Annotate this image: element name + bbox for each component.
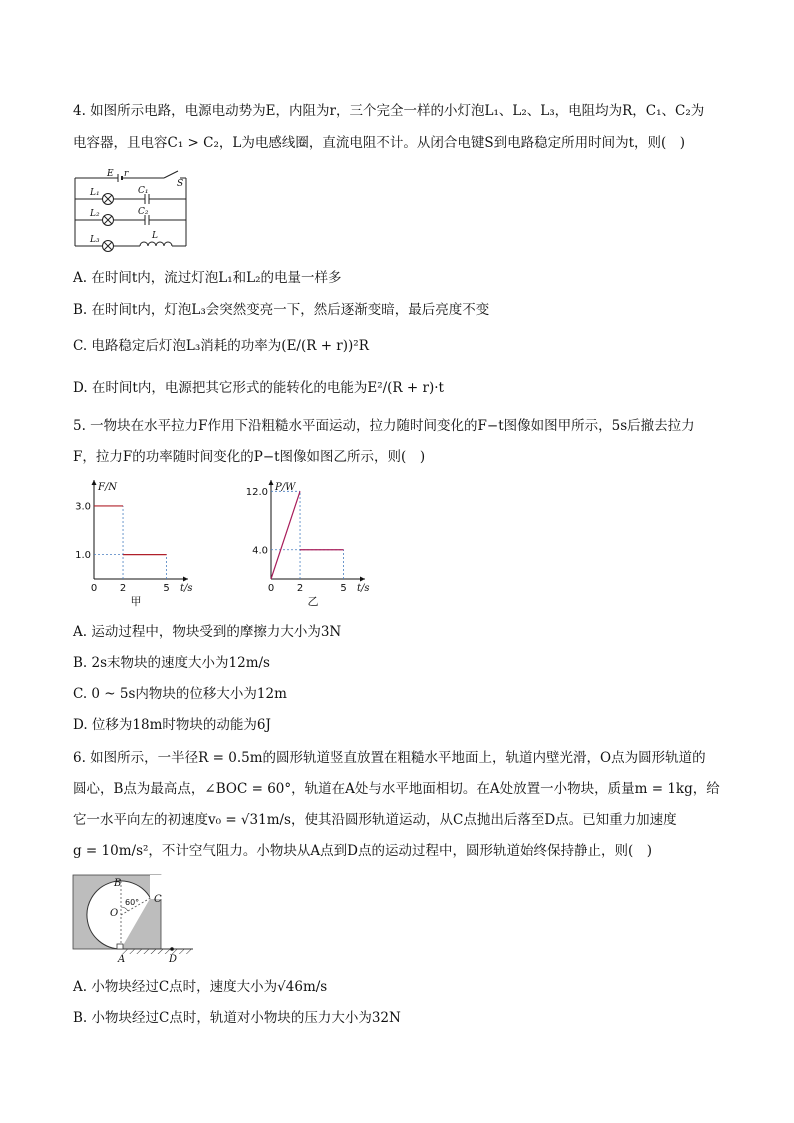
q5-option-c[interactable]: C. 0 ~ 5s内物块的位移大小为12m — [73, 686, 287, 702]
y-axis-arrow — [269, 480, 274, 485]
x-tick-label: 5 — [163, 583, 170, 594]
small-block — [117, 944, 123, 949]
q4-option-d[interactable]: D. 在时间t内，电源把其它形式的能转化的电能为E²/(R + r)·t — [73, 380, 444, 396]
label-D: D — [169, 954, 178, 964]
label-L3: L₃ — [90, 235, 100, 245]
label-A: A — [118, 954, 126, 964]
x-tick-label: 2 — [119, 583, 127, 594]
q5-option-a[interactable]: A. 运动过程中，物块受到的摩擦力大小为3N — [73, 624, 342, 640]
x-axis-arrow — [360, 577, 365, 582]
q6-stem-line2: 圆心，B点为最高点，∠BOC = 60°，轨道在A处与水平地面相切。在A处放置一小物块，质量m = 1kg，给 — [73, 781, 720, 797]
y-tick-label: 1.0 — [75, 550, 91, 562]
q4-option-a[interactable]: A. 在时间t内，流过灯泡L₁和L₂的电量一样多 — [73, 270, 342, 286]
x-tick-label: 5 — [340, 583, 347, 594]
q5-option-d[interactable]: D. 位移为18m时物块的动能为6J — [73, 717, 271, 733]
label-L1: L₁ — [90, 188, 100, 198]
x-axis-arrow — [183, 577, 188, 582]
q4-circuit-diagram — [70, 166, 200, 252]
x-axis-label: t/s — [357, 583, 370, 594]
label-E: E — [107, 169, 114, 179]
q6-stem-line1: 6. 如图所示，一半径R = 0.5m的圆形轨道竖直放置在粗糙水平地面上，轨道内壁光滑，O点为圆形轨道的 — [73, 750, 706, 766]
y-tick-label: 12.0 — [245, 486, 268, 498]
y-axis-label: F/N — [98, 482, 118, 493]
y-axis-arrow — [92, 480, 97, 485]
f-t-chart — [68, 476, 196, 610]
label-L2: L₂ — [90, 209, 100, 219]
q6-stem-line3: 它一水平向左的初速度v₀ = √31m/s，使其沿圆形轨道运动，从C点抛出后落至D点。已知重力加速度 — [73, 812, 677, 828]
label-O: O — [110, 908, 119, 919]
x-tick-label: 2 — [296, 583, 304, 594]
q4-option-c[interactable]: C. 电路稳定后灯泡L₃消耗的功率为(E/(R + r))²R — [73, 338, 369, 354]
q4-option-b[interactable]: B. 在时间t内，灯泡L₃会突然变亮一下，然后逐渐变暗，最后亮度不变 — [73, 302, 490, 318]
y-tick-label: 4.0 — [252, 545, 268, 557]
p-t-chart — [245, 476, 373, 610]
q5-option-b[interactable]: B. 2s末物块的速度大小为12m/s — [73, 655, 270, 671]
label-L: L — [152, 231, 158, 241]
q6-option-a[interactable]: A. 小物块经过C点时，速度大小为√46m/s — [73, 979, 328, 995]
q5-stem-line1: 5. 一物块在水平拉力F作用下沿粗糙水平面运动，拉力随时间变化的F−t图像如图甲所示，5s后撤去拉力 — [73, 418, 695, 434]
data-segment — [271, 491, 300, 579]
y-axis-label: P/W — [275, 482, 296, 493]
x-tick-label: 0 — [267, 583, 275, 594]
chart-caption: 乙 — [307, 595, 319, 608]
label-r: r — [124, 169, 129, 179]
label-C2: C₂ — [138, 207, 149, 217]
q4-stem-line2: 电容器，且电容C₁ > C₂，L为电感线圈，直流电阻不计。从闭合电键S到电路稳定所用时间为t，则( ) — [73, 135, 686, 151]
y-tick-label: 3.0 — [75, 501, 91, 513]
q6-track-diagram — [70, 872, 195, 964]
label-angle: 60° — [125, 898, 140, 907]
q5-stem-line2: F，拉力F的功率随时间变化的P−t图像如图乙所示，则( ) — [73, 449, 426, 465]
x-tick-label: 0 — [90, 583, 98, 594]
chart-caption: 甲 — [130, 595, 142, 608]
point-D-marker — [170, 947, 174, 951]
label-C: C — [154, 894, 162, 905]
q4-stem-line1: 4. 如图所示电路，电源电动势为E，内阻为r，三个完全一样的小灯泡L₁、L₂、L₃，电阻均为R，C₁、C₂为 — [73, 103, 705, 119]
x-axis-label: t/s — [180, 583, 193, 594]
label-C1: C₁ — [138, 186, 149, 196]
q6-option-b[interactable]: B. 小物块经过C点时，轨道对小物块的压力大小为32N — [73, 1010, 401, 1026]
label-S: S — [177, 179, 184, 189]
q6-stem-line4: g = 10m/s²，不计空气阻力。小物块从A点到D点的运动过程中，圆形轨道始终保持静止，则( ) — [73, 843, 653, 859]
label-B: B — [114, 878, 122, 889]
